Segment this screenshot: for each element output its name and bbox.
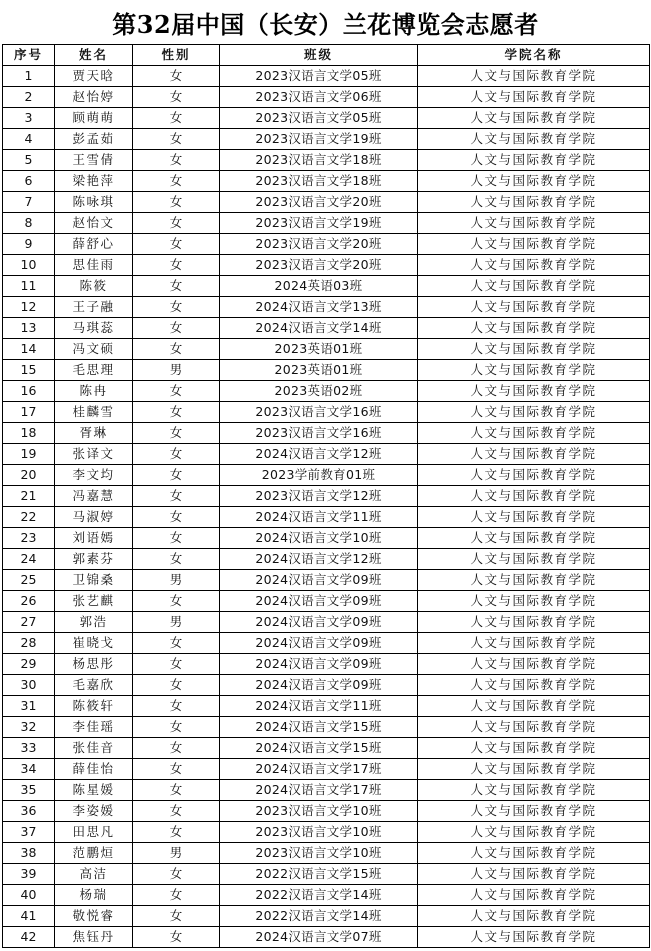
table-row	[3, 927, 650, 948]
table-row	[3, 717, 650, 738]
cell-index: 42	[3, 927, 55, 948]
cell-name: 高洁	[55, 864, 133, 885]
cell-class: 2024汉语言文学12班	[220, 444, 418, 465]
cell-index: 7	[3, 192, 55, 213]
cell-class: 2023汉语言文学20班	[220, 234, 418, 255]
cell-name: 敬悦睿	[55, 906, 133, 927]
cell-college: 人文与国际教育学院	[418, 507, 650, 528]
cell-college: 人文与国际教育学院	[418, 822, 650, 843]
cell-gender: 男	[133, 360, 220, 381]
cell-gender: 女	[133, 885, 220, 906]
cell-college: 人文与国际教育学院	[418, 696, 650, 717]
cell-class: 2024汉语言文学09班	[220, 570, 418, 591]
cell-class: 2024英语03班	[220, 276, 418, 297]
cell-class: 2024汉语言文学12班	[220, 549, 418, 570]
cell-index: 20	[3, 465, 55, 486]
table-row	[3, 507, 650, 528]
cell-name: 毛嘉欣	[55, 675, 133, 696]
cell-gender: 男	[133, 612, 220, 633]
table-row	[3, 276, 650, 297]
table-row	[3, 465, 650, 486]
cell-class: 2023汉语言文学18班	[220, 171, 418, 192]
cell-class: 2023汉语言文学20班	[220, 255, 418, 276]
cell-class: 2024汉语言文学07班	[220, 927, 418, 948]
cell-index: 18	[3, 423, 55, 444]
cell-college: 人文与国际教育学院	[418, 360, 650, 381]
cell-name: 范鹏烜	[55, 843, 133, 864]
cell-name: 陈星媛	[55, 780, 133, 801]
cell-gender: 女	[133, 444, 220, 465]
cell-college: 人文与国际教育学院	[418, 381, 650, 402]
cell-gender: 女	[133, 423, 220, 444]
cell-college: 人文与国际教育学院	[418, 549, 650, 570]
cell-gender: 女	[133, 150, 220, 171]
cell-gender: 女	[133, 780, 220, 801]
cell-gender: 女	[133, 759, 220, 780]
table-row	[3, 633, 650, 654]
cell-name: 崔晓戈	[55, 633, 133, 654]
cell-index: 12	[3, 297, 55, 318]
table-row	[3, 381, 650, 402]
cell-gender: 女	[133, 654, 220, 675]
cell-index: 9	[3, 234, 55, 255]
cell-gender: 女	[133, 507, 220, 528]
table-row	[3, 171, 650, 192]
cell-gender: 女	[133, 696, 220, 717]
table-row	[3, 129, 650, 150]
cell-index: 2	[3, 87, 55, 108]
cell-index: 10	[3, 255, 55, 276]
cell-index: 19	[3, 444, 55, 465]
cell-class: 2024汉语言文学09班	[220, 633, 418, 654]
cell-class: 2024汉语言文学17班	[220, 780, 418, 801]
cell-college: 人文与国际教育学院	[418, 801, 650, 822]
cell-name: 毛思理	[55, 360, 133, 381]
cell-class: 2024汉语言文学17班	[220, 759, 418, 780]
table-row	[3, 528, 650, 549]
cell-index: 24	[3, 549, 55, 570]
cell-class: 2023英语01班	[220, 360, 418, 381]
cell-class: 2023汉语言文学20班	[220, 192, 418, 213]
cell-college: 人文与国际教育学院	[418, 192, 650, 213]
cell-name: 田思凡	[55, 822, 133, 843]
cell-college: 人文与国际教育学院	[418, 339, 650, 360]
cell-gender: 男	[133, 843, 220, 864]
table-row	[3, 885, 650, 906]
cell-index: 34	[3, 759, 55, 780]
cell-name: 薛舒心	[55, 234, 133, 255]
cell-index: 8	[3, 213, 55, 234]
cell-gender: 女	[133, 465, 220, 486]
cell-class: 2023汉语言文学10班	[220, 843, 418, 864]
cell-gender: 女	[133, 591, 220, 612]
cell-college: 人文与国际教育学院	[418, 780, 650, 801]
cell-class: 2023汉语言文学12班	[220, 486, 418, 507]
table-row	[3, 318, 650, 339]
table-row	[3, 843, 650, 864]
table-row	[3, 150, 650, 171]
cell-gender: 女	[133, 381, 220, 402]
table-row	[3, 738, 650, 759]
cell-gender: 女	[133, 801, 220, 822]
cell-college: 人文与国际教育学院	[418, 570, 650, 591]
cell-college: 人文与国际教育学院	[418, 843, 650, 864]
cell-index: 3	[3, 108, 55, 129]
cell-gender: 女	[133, 717, 220, 738]
cell-name: 王子融	[55, 297, 133, 318]
table-row	[3, 675, 650, 696]
cell-class: 2024汉语言文学09班	[220, 612, 418, 633]
cell-college: 人文与国际教育学院	[418, 276, 650, 297]
cell-name: 顾萌萌	[55, 108, 133, 129]
cell-class: 2023汉语言文学19班	[220, 213, 418, 234]
cell-college: 人文与国际教育学院	[418, 297, 650, 318]
cell-class: 2024汉语言文学11班	[220, 696, 418, 717]
cell-index: 33	[3, 738, 55, 759]
cell-gender: 女	[133, 66, 220, 87]
cell-index: 40	[3, 885, 55, 906]
cell-college: 人文与国际教育学院	[418, 129, 650, 150]
cell-name: 李文均	[55, 465, 133, 486]
cell-class: 2023学前教育01班	[220, 465, 418, 486]
cell-name: 杨思彤	[55, 654, 133, 675]
table-row	[3, 360, 650, 381]
cell-index: 31	[3, 696, 55, 717]
cell-college: 人文与国际教育学院	[418, 528, 650, 549]
cell-gender: 女	[133, 108, 220, 129]
table-row	[3, 444, 650, 465]
cell-name: 冯嘉慧	[55, 486, 133, 507]
cell-class: 2023汉语言文学10班	[220, 822, 418, 843]
cell-index: 32	[3, 717, 55, 738]
header-college: 学院名称	[418, 45, 650, 66]
cell-name: 张译文	[55, 444, 133, 465]
page-title: 第32届中国（长安）兰花博览会志愿者	[112, 9, 539, 39]
cell-gender: 女	[133, 549, 220, 570]
table-row	[3, 864, 650, 885]
cell-class: 2023英语02班	[220, 381, 418, 402]
cell-name: 陈筱轩	[55, 696, 133, 717]
cell-gender: 女	[133, 318, 220, 339]
cell-gender: 女	[133, 234, 220, 255]
cell-class: 2024汉语言文学09班	[220, 654, 418, 675]
header-name: 姓名	[55, 45, 133, 66]
cell-gender: 女	[133, 906, 220, 927]
cell-class: 2024汉语言文学10班	[220, 528, 418, 549]
cell-gender: 女	[133, 192, 220, 213]
cell-class: 2023英语01班	[220, 339, 418, 360]
cell-index: 26	[3, 591, 55, 612]
cell-gender: 女	[133, 633, 220, 654]
cell-index: 35	[3, 780, 55, 801]
cell-name: 陈筱	[55, 276, 133, 297]
cell-gender: 女	[133, 927, 220, 948]
table-row	[3, 654, 650, 675]
cell-gender: 女	[133, 402, 220, 423]
cell-class: 2023汉语言文学10班	[220, 801, 418, 822]
cell-college: 人文与国际教育学院	[418, 864, 650, 885]
cell-index: 30	[3, 675, 55, 696]
cell-index: 36	[3, 801, 55, 822]
table-header-row	[3, 45, 650, 66]
cell-name: 桂麟雪	[55, 402, 133, 423]
cell-gender: 女	[133, 528, 220, 549]
cell-name: 杨瑞	[55, 885, 133, 906]
cell-class: 2024汉语言文学11班	[220, 507, 418, 528]
cell-college: 人文与国际教育学院	[418, 633, 650, 654]
cell-class: 2022汉语言文学15班	[220, 864, 418, 885]
cell-class: 2022汉语言文学14班	[220, 906, 418, 927]
table-row	[3, 339, 650, 360]
cell-college: 人文与国际教育学院	[418, 171, 650, 192]
cell-gender: 女	[133, 339, 220, 360]
cell-college: 人文与国际教育学院	[418, 423, 650, 444]
cell-index: 4	[3, 129, 55, 150]
cell-gender: 女	[133, 276, 220, 297]
cell-name: 王雪倩	[55, 150, 133, 171]
cell-class: 2024汉语言文学09班	[220, 675, 418, 696]
table-body	[3, 66, 650, 948]
cell-index: 37	[3, 822, 55, 843]
table-row	[3, 612, 650, 633]
cell-class: 2024汉语言文学09班	[220, 591, 418, 612]
cell-index: 17	[3, 402, 55, 423]
cell-class: 2024汉语言文学13班	[220, 297, 418, 318]
cell-class: 2023汉语言文学18班	[220, 150, 418, 171]
table-row	[3, 801, 650, 822]
cell-name: 李佳瑶	[55, 717, 133, 738]
cell-college: 人文与国际教育学院	[418, 234, 650, 255]
cell-index: 22	[3, 507, 55, 528]
cell-college: 人文与国际教育学院	[418, 675, 650, 696]
table-row	[3, 234, 650, 255]
cell-gender: 女	[133, 87, 220, 108]
cell-name: 郭素芬	[55, 549, 133, 570]
cell-index: 13	[3, 318, 55, 339]
cell-college: 人文与国际教育学院	[418, 717, 650, 738]
cell-name: 彭孟茹	[55, 129, 133, 150]
cell-name: 胥琳	[55, 423, 133, 444]
table-row	[3, 591, 650, 612]
cell-college: 人文与国际教育学院	[418, 927, 650, 948]
table-row	[3, 297, 650, 318]
cell-gender: 女	[133, 822, 220, 843]
cell-college: 人文与国际教育学院	[418, 612, 650, 633]
cell-name: 焦钰丹	[55, 927, 133, 948]
cell-college: 人文与国际教育学院	[418, 465, 650, 486]
cell-college: 人文与国际教育学院	[418, 654, 650, 675]
cell-name: 冯文硕	[55, 339, 133, 360]
cell-index: 38	[3, 843, 55, 864]
cell-name: 陈冉	[55, 381, 133, 402]
cell-class: 2024汉语言文学14班	[220, 318, 418, 339]
cell-name: 张佳音	[55, 738, 133, 759]
cell-name: 贾天晗	[55, 66, 133, 87]
cell-name: 赵怡文	[55, 213, 133, 234]
table-row	[3, 255, 650, 276]
table-row	[3, 570, 650, 591]
table-row	[3, 213, 650, 234]
cell-college: 人文与国际教育学院	[418, 486, 650, 507]
cell-college: 人文与国际教育学院	[418, 150, 650, 171]
cell-index: 6	[3, 171, 55, 192]
table-row	[3, 423, 650, 444]
cell-name: 薛佳怡	[55, 759, 133, 780]
cell-gender: 女	[133, 675, 220, 696]
cell-gender: 男	[133, 570, 220, 591]
cell-college: 人文与国际教育学院	[418, 255, 650, 276]
cell-index: 21	[3, 486, 55, 507]
cell-gender: 女	[133, 864, 220, 885]
cell-name: 刘语嫣	[55, 528, 133, 549]
cell-class: 2023汉语言文学06班	[220, 87, 418, 108]
table-row	[3, 759, 650, 780]
cell-gender: 女	[133, 738, 220, 759]
cell-college: 人文与国际教育学院	[418, 318, 650, 339]
cell-name: 马淑婷	[55, 507, 133, 528]
cell-class: 2024汉语言文学15班	[220, 717, 418, 738]
table-row	[3, 66, 650, 87]
cell-class: 2022汉语言文学14班	[220, 885, 418, 906]
cell-index: 23	[3, 528, 55, 549]
cell-name: 张艺麒	[55, 591, 133, 612]
cell-gender: 女	[133, 171, 220, 192]
cell-college: 人文与国际教育学院	[418, 108, 650, 129]
cell-index: 28	[3, 633, 55, 654]
table-row	[3, 486, 650, 507]
cell-index: 16	[3, 381, 55, 402]
cell-name: 梁艳萍	[55, 171, 133, 192]
cell-index: 39	[3, 864, 55, 885]
cell-name: 卫锦桑	[55, 570, 133, 591]
cell-gender: 女	[133, 213, 220, 234]
table-row	[3, 906, 650, 927]
cell-gender: 女	[133, 486, 220, 507]
cell-college: 人文与国际教育学院	[418, 906, 650, 927]
cell-name: 郭浩	[55, 612, 133, 633]
table-row	[3, 822, 650, 843]
cell-class: 2024汉语言文学15班	[220, 738, 418, 759]
cell-index: 1	[3, 66, 55, 87]
cell-class: 2023汉语言文学16班	[220, 423, 418, 444]
cell-gender: 女	[133, 297, 220, 318]
cell-college: 人文与国际教育学院	[418, 66, 650, 87]
cell-college: 人文与国际教育学院	[418, 87, 650, 108]
cell-class: 2023汉语言文学16班	[220, 402, 418, 423]
cell-index: 11	[3, 276, 55, 297]
volunteer-table	[2, 44, 650, 948]
cell-name: 思佳雨	[55, 255, 133, 276]
cell-college: 人文与国际教育学院	[418, 738, 650, 759]
table-row	[3, 87, 650, 108]
cell-college: 人文与国际教育学院	[418, 885, 650, 906]
cell-name: 陈咏琪	[55, 192, 133, 213]
cell-index: 29	[3, 654, 55, 675]
header-gender: 性别	[133, 45, 220, 66]
cell-index: 41	[3, 906, 55, 927]
cell-class: 2023汉语言文学05班	[220, 108, 418, 129]
cell-college: 人文与国际教育学院	[418, 591, 650, 612]
header-class: 班级	[220, 45, 418, 66]
table-row	[3, 549, 650, 570]
table-row	[3, 780, 650, 801]
cell-index: 14	[3, 339, 55, 360]
cell-index: 5	[3, 150, 55, 171]
cell-gender: 女	[133, 129, 220, 150]
cell-name: 赵怡婷	[55, 87, 133, 108]
cell-index: 15	[3, 360, 55, 381]
cell-class: 2023汉语言文学05班	[220, 66, 418, 87]
header-index: 序号	[3, 45, 55, 66]
cell-class: 2023汉语言文学19班	[220, 129, 418, 150]
cell-name: 李姿媛	[55, 801, 133, 822]
table-row	[3, 108, 650, 129]
cell-college: 人文与国际教育学院	[418, 213, 650, 234]
cell-index: 25	[3, 570, 55, 591]
table-row	[3, 402, 650, 423]
table-row	[3, 696, 650, 717]
cell-college: 人文与国际教育学院	[418, 759, 650, 780]
cell-college: 人文与国际教育学院	[418, 402, 650, 423]
cell-gender: 女	[133, 255, 220, 276]
table-row	[3, 192, 650, 213]
cell-name: 马琪蕊	[55, 318, 133, 339]
cell-index: 27	[3, 612, 55, 633]
cell-college: 人文与国际教育学院	[418, 444, 650, 465]
